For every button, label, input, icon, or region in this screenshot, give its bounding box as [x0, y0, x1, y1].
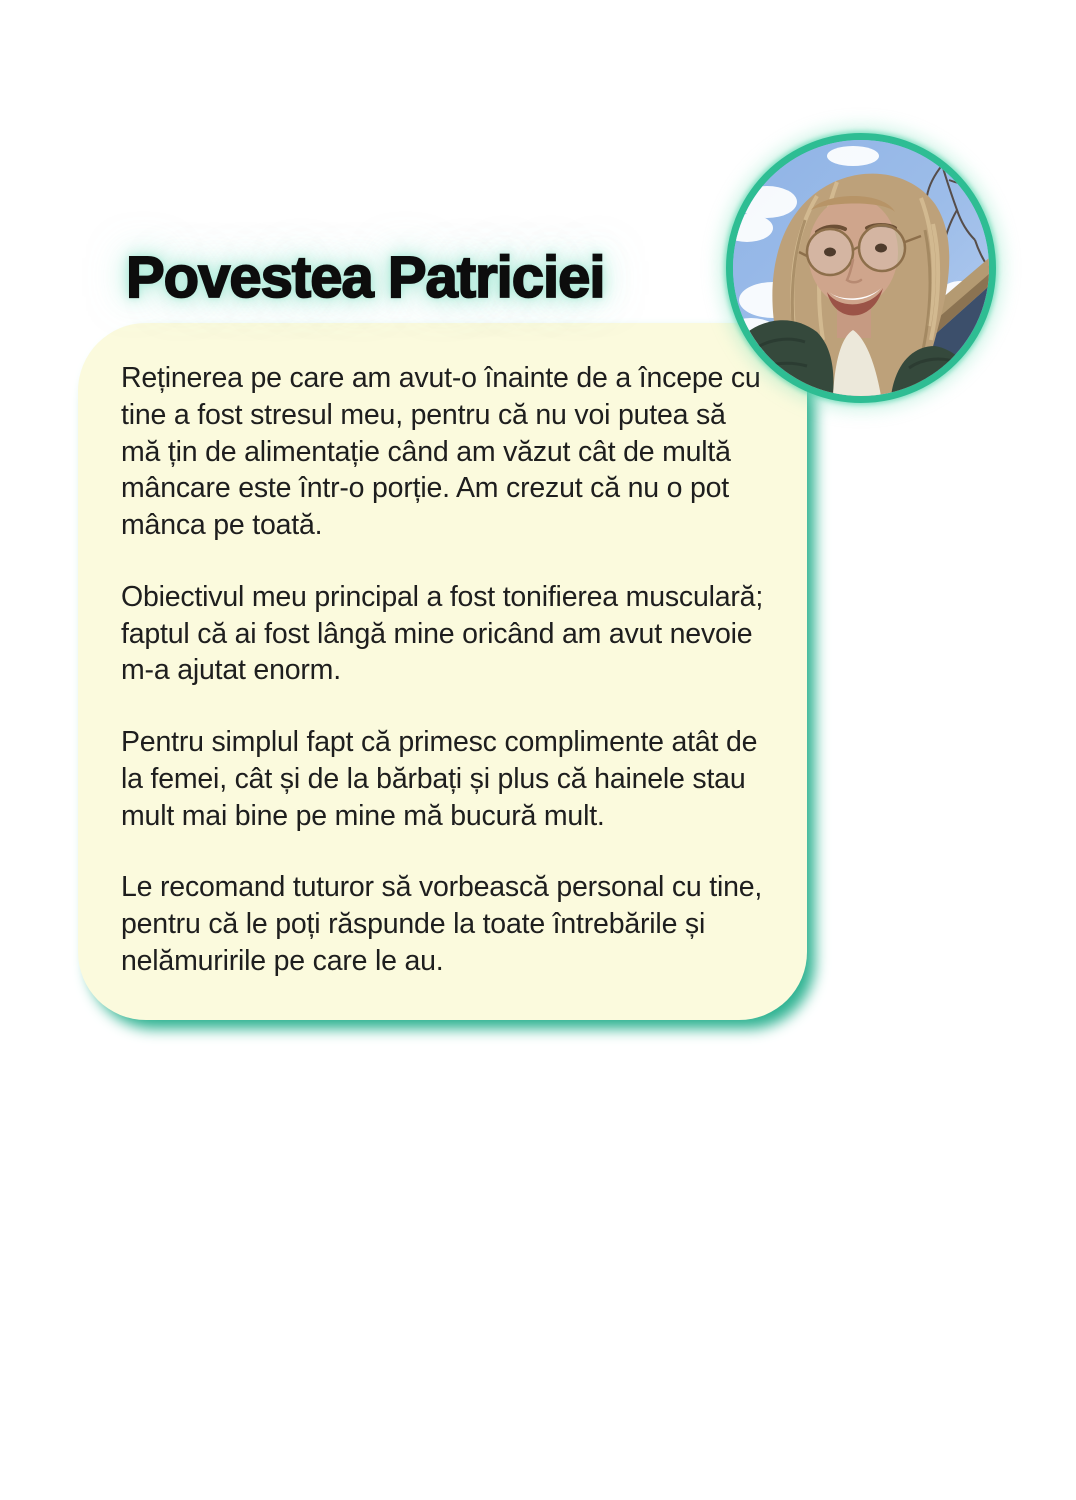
testimonial-paragraph-2: Obiectivul meu principal a fost tonifierea musculară; faptul că ai fost lângă mine oricând am avut nevoie m-a ajutat enorm. — [121, 580, 764, 687]
profile-photo-image — [733, 140, 989, 396]
testimonial-card — [78, 323, 807, 1020]
testimonial-paragraph-1: Reținerea pe care am avut-o înainte de a începe cu tine a fost stresul meu, pentru că nu voi putea să mă țin de alimentație când am văzut cât de multă mâncare este într-o porție. Am crezut că nu o pot mânca pe toată. — [121, 362, 761, 541]
testimonial-paragraph-3: Pentru simplul fapt că primesc complimente atât de la femei, cât și de la bărbați și plus că hainele stau mult mai bine pe mine mă bucură mult. — [121, 726, 758, 832]
page-title: Povestea Patriciei — [126, 245, 605, 310]
profile-photo — [726, 133, 996, 403]
testimonial-paragraph-4: Le recomand tuturor să vorbească personal cu tine, pentru că le poți răspunde la toate întrebările și nelămuririle pe care le au. — [121, 871, 763, 977]
